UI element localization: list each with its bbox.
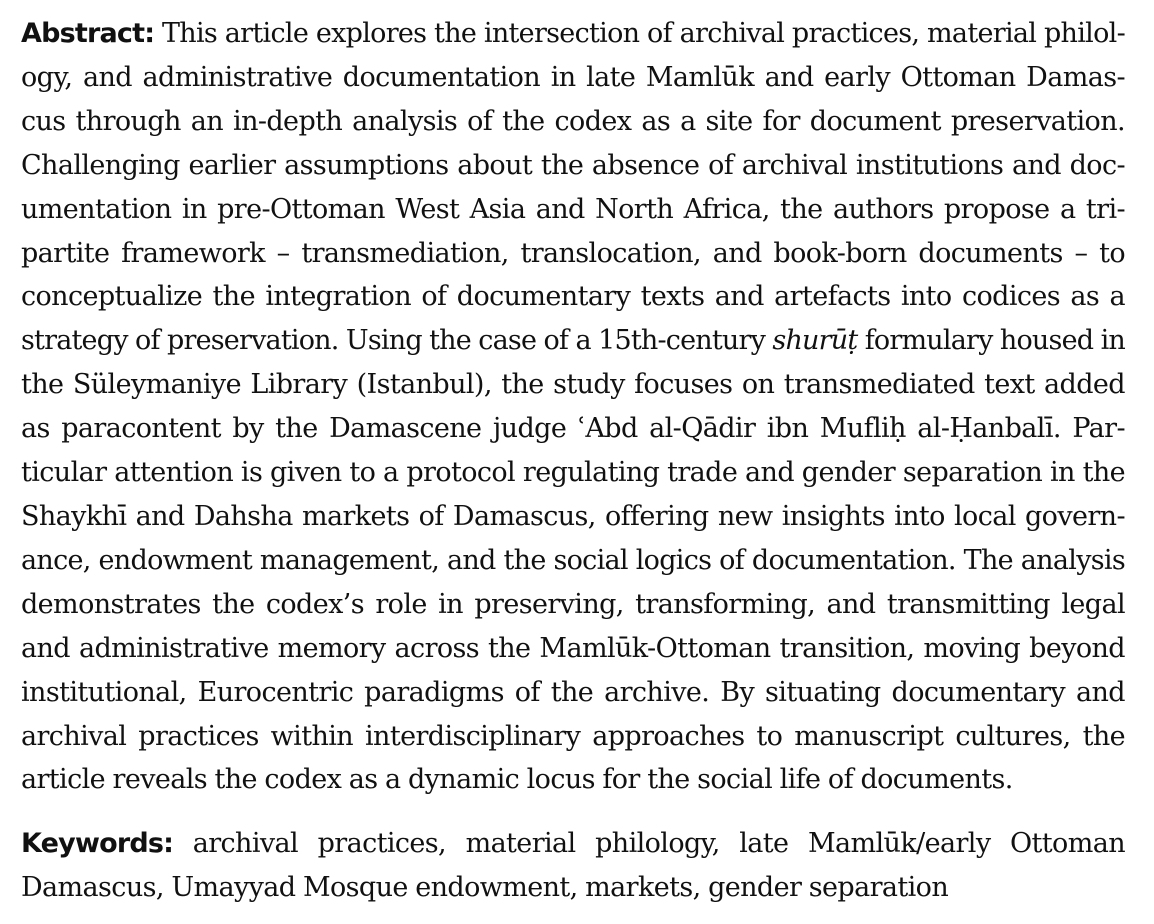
italic-term: shurūṭ	[772, 325, 858, 357]
abstract-line: ogy, and administrative documentation in late Mamlūk and early Ottoman Damas-	[21, 61, 1125, 93]
abstract-line: partite framework – transmediation, translocation, and book-born documents – to	[21, 237, 1125, 269]
abstract-line: umentation in pre-Ottoman West Asia and North Africa, the authors propose a tri-	[21, 193, 1125, 225]
keywords-paragraph	[21, 822, 1125, 910]
abstract-line: ticular attention is given to a protocol regulating trade and gender separation in the	[21, 457, 1125, 489]
abstract-line: article reveals the codex as a dynamic locus for the social life of documents.	[21, 764, 1013, 796]
article-front-matter	[21, 12, 1125, 910]
abstract-label: Abstract:	[21, 18, 155, 49]
abstract-line: the Süleymaniye Library (Istanbul), the study focuses on transmediated text added	[21, 369, 1125, 401]
abstract-line: as paracontent by the Damascene judge ʿAbd al-Qādir ibn Mufliḥ al-Ḥanbalī. Par-	[21, 413, 1125, 445]
abstract-line: Shaykhī and Dahsha markets of Damascus, offering new insights into local govern-	[21, 500, 1125, 532]
keywords-label: Keywords:	[21, 828, 174, 860]
abstract-paragraph	[21, 12, 1125, 802]
abstract-line: conceptualize the integration of documentary texts and artefacts into codices as a	[21, 281, 1125, 313]
abstract-line: strategy of preservation. Using the case of a 15th-century shurūṭ formulary housed in	[21, 325, 1125, 357]
keywords-line: Damascus, Umayyad Mosque endowment, markets, gender separation	[21, 872, 949, 904]
keywords-line: Keywords: archival practices, material philology, late Mamlūk/early Ottoman	[21, 828, 1125, 860]
abstract-line: cus through an in-depth analysis of the codex as a site for document preservation.	[21, 105, 1125, 137]
abstract-line: ance, endowment management, and the social logics of documentation. The analysis	[21, 544, 1125, 576]
abstract-line: and administrative memory across the Mamlūk-Ottoman transition, moving beyond	[21, 632, 1125, 664]
abstract-line: archival practices within interdisciplinary approaches to manuscript cultures, the	[21, 720, 1125, 752]
abstract-line: Abstract: This article explores the intersection of archival practices, material philol-	[21, 18, 1125, 49]
abstract-line: institutional, Eurocentric paradigms of the archive. By situating documentary and	[21, 676, 1125, 708]
abstract-line: demonstrates the codex’s role in preserving, transforming, and transmitting legal	[21, 588, 1125, 620]
abstract-line: Challenging earlier assumptions about the absence of archival institutions and doc-	[21, 149, 1125, 181]
